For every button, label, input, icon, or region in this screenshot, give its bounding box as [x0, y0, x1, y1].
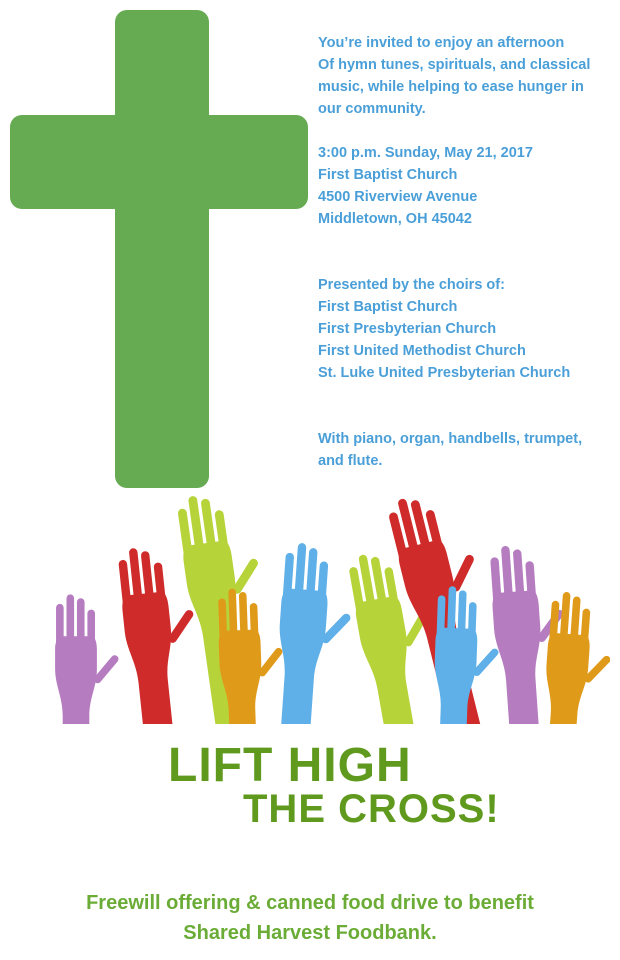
event-street: 4500 Riverview Avenue [318, 189, 478, 205]
invitation-line: You’re invited to enjoy an afternoon [318, 35, 565, 51]
choir-name: First Presbyterian Church [318, 321, 497, 337]
presenters-heading: Presented by the choirs of: [318, 277, 505, 293]
instruments-line: With piano, organ, handbells, trumpet, [318, 431, 583, 447]
invitation-text [318, 32, 618, 120]
hand-icon [55, 594, 120, 724]
invitation-line: music, while helping to ease hunger in [318, 79, 584, 95]
cross-icon [10, 10, 308, 488]
title-line-1: LIFT HIGH [168, 739, 412, 792]
event-details [318, 142, 618, 230]
hand-icon [535, 591, 610, 724]
title-line-2: THE CROSS! [243, 787, 500, 831]
footer-line: Shared Harvest Foodbank. [183, 922, 437, 944]
footer-line: Freewill offering & canned food drive to benefit [86, 892, 534, 914]
invitation-line: Of hymn tunes, spirituals, and classical [318, 57, 591, 73]
raised-hands-illustration [40, 484, 610, 724]
choir-name: St. Luke United Presbyterian Church [318, 365, 571, 381]
choir-name: First Baptist Church [318, 299, 458, 315]
instruments [318, 428, 618, 472]
hand-icon [267, 542, 357, 724]
event-city: Middletown, OH 45042 [318, 211, 472, 227]
instruments-line: and flute. [318, 453, 383, 469]
event-info [318, 32, 618, 472]
hand-icon [429, 586, 502, 724]
footer-text [20, 888, 600, 948]
presenters [318, 274, 618, 384]
invitation-line: our community. [318, 101, 426, 117]
event-datetime: 3:00 p.m. Sunday, May 21, 2017 [318, 145, 533, 161]
choir-name: First United Methodist Church [318, 343, 526, 359]
event-venue: First Baptist Church [318, 167, 458, 183]
